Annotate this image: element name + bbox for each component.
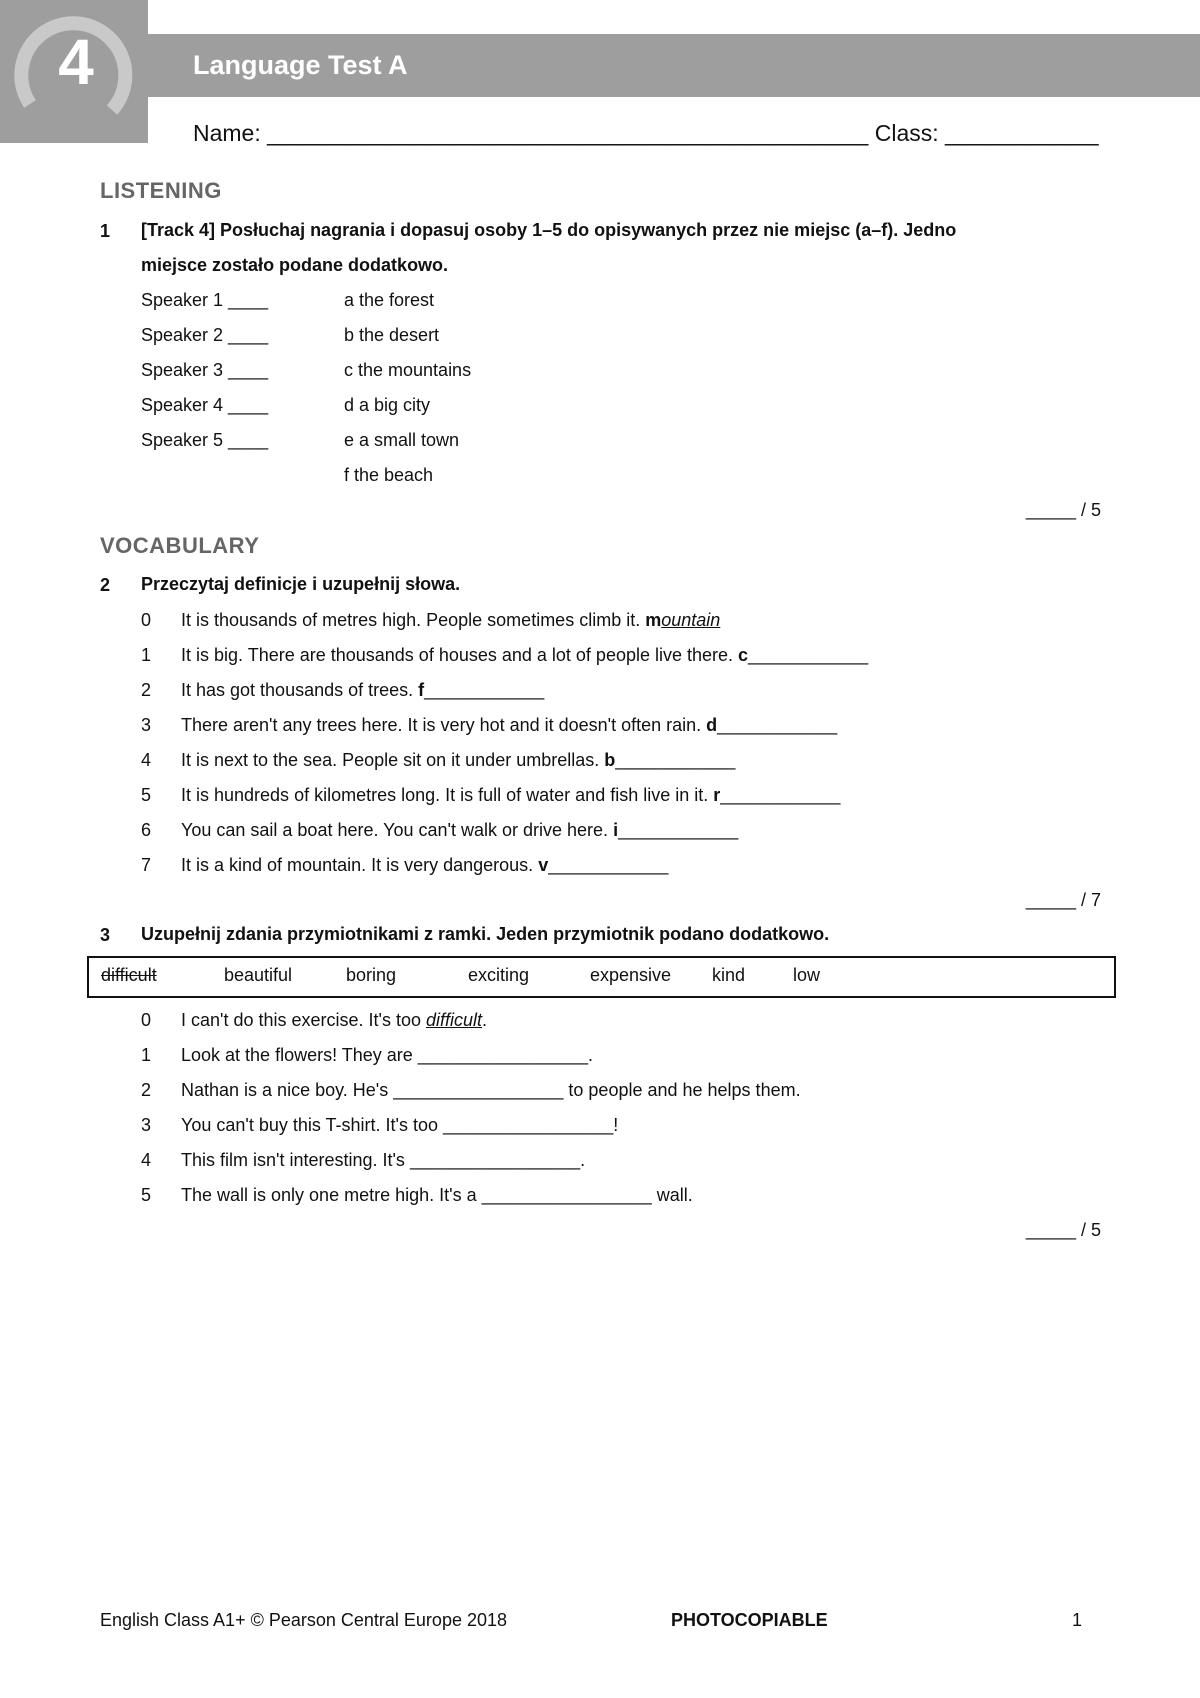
ex3-item-number: 1 xyxy=(141,1045,152,1065)
exercise-1-score: _____ / 5 xyxy=(1025,500,1101,520)
page-number: 1 xyxy=(1072,1610,1083,1630)
ex3-item-before: This film isn't interesting. It's xyxy=(181,1150,410,1170)
ex3-item-after: to people and he helps them. xyxy=(563,1080,801,1100)
ex2-answer-blank[interactable]: ____________ xyxy=(424,680,545,700)
word-exciting: exciting xyxy=(468,965,530,985)
ex2-item-text: It is next to the sea. People sit on it under umbrellas. xyxy=(181,750,605,770)
listening-heading: LISTENING xyxy=(100,178,222,203)
ex3-item xyxy=(181,1115,618,1136)
ex2-answer-blank[interactable]: ____________ xyxy=(618,820,739,840)
word-low: low xyxy=(793,965,821,985)
ex3-item-number: 3 xyxy=(141,1115,152,1135)
ex2-item xyxy=(181,645,868,666)
place-e: e a small town xyxy=(344,430,460,450)
ex2-item-text: It is hundreds of kilometres long. It is full of water and fish live in it. xyxy=(181,785,714,805)
ex2-item-number: 1 xyxy=(141,645,152,665)
ex2-item xyxy=(181,855,668,876)
ex3-answer-blank[interactable]: _________________ xyxy=(417,1045,588,1065)
place-c: c the mountains xyxy=(344,360,472,380)
exercise-2-number: 2 xyxy=(100,575,111,595)
ex2-item-number: 7 xyxy=(141,855,152,875)
place-d: d a big city xyxy=(344,395,431,415)
ex2-item xyxy=(181,750,735,771)
speaker-3: Speaker 3 ____ xyxy=(141,360,269,380)
place-a: a the forest xyxy=(344,290,435,310)
ex3-item xyxy=(181,1080,801,1101)
ex3-item-number: 0 xyxy=(141,1010,152,1030)
ex3-item-before: Nathan is a nice boy. He's xyxy=(181,1080,394,1100)
word-beautiful: beautiful xyxy=(224,965,293,985)
exercise-1-number: 1 xyxy=(100,221,111,241)
ex3-item-after: ! xyxy=(613,1115,619,1135)
speaker-1: Speaker 1 ____ xyxy=(141,290,269,310)
ex2-item-text: There aren't any trees here. It is very hot and it doesn't often rain. xyxy=(181,715,707,735)
exercise-3-number: 3 xyxy=(100,925,111,945)
ex3-answer-blank[interactable]: _________________ xyxy=(393,1080,564,1100)
ex2-item-text: It is big. There are thousands of houses and a lot of people live there. xyxy=(181,645,739,665)
place-f: f the beach xyxy=(344,465,434,485)
ex2-item-letter: c xyxy=(738,645,749,665)
ex3-item xyxy=(181,1150,585,1171)
ex2-item xyxy=(181,680,544,701)
ex3-item-number: 5 xyxy=(141,1185,152,1205)
ex2-item-letter: i xyxy=(613,820,619,840)
ex2-answer-blank[interactable]: ____________ xyxy=(717,715,838,735)
ex3-item xyxy=(181,1185,693,1206)
ex3-item-before: I can't do this exercise. It's too xyxy=(181,1010,426,1030)
ex3-item-before: Look at the flowers! They are xyxy=(181,1045,418,1065)
name-class-line: Name: _______________________________________________ Class: ____________ xyxy=(193,120,1099,146)
ex2-answer-blank[interactable]: ____________ xyxy=(615,750,736,770)
vocabulary-heading: VOCABULARY xyxy=(100,533,260,558)
unit-number: 4 xyxy=(58,26,94,98)
ex3-item-number: 2 xyxy=(141,1080,152,1100)
ex2-item-number: 6 xyxy=(141,820,152,840)
word-kind: kind xyxy=(712,965,746,985)
ex2-item-number: 2 xyxy=(141,680,152,700)
ex3-item-after: . xyxy=(482,1010,488,1030)
ex2-item-number: 4 xyxy=(141,750,152,770)
ex2-answer-blank[interactable]: ____________ xyxy=(720,785,841,805)
unit-badge xyxy=(0,0,148,143)
ex3-item-answer: difficult xyxy=(426,1010,483,1030)
footer-photocopiable: PHOTOCOPIABLE xyxy=(671,1610,828,1630)
speaker-4: Speaker 4 ____ xyxy=(141,395,269,415)
exercise-2-score: _____ / 7 xyxy=(1025,890,1101,910)
ex3-item-after: wall. xyxy=(651,1185,693,1205)
ex3-item-after: . xyxy=(587,1045,593,1065)
ex3-item-number: 4 xyxy=(141,1150,152,1170)
ex2-item-text: You can sail a boat here. You can't walk or drive here. xyxy=(181,820,614,840)
word-boring: boring xyxy=(346,965,397,985)
exercise-1-instruction-line1: [Track 4] Posłuchaj nagrania i dopasuj osoby 1–5 do opisywanych przez nie miejsc (a–f). Jedno xyxy=(141,220,957,240)
ex3-item-after: . xyxy=(580,1150,586,1170)
ex2-item-number: 5 xyxy=(141,785,152,805)
word-expensive: expensive xyxy=(590,965,672,985)
ex2-item-letter: f xyxy=(418,680,425,700)
ex3-item-before: The wall is only one metre high. It's a xyxy=(181,1185,482,1205)
ex2-item xyxy=(181,820,738,841)
ex2-item-letter: v xyxy=(538,855,549,875)
ex3-answer-blank[interactable]: _________________ xyxy=(481,1185,652,1205)
ex2-item-letter: r xyxy=(713,785,721,805)
exercise-3-instruction: Uzupełnij zdania przymiotnikami z ramki. Jeden przymiotnik podano dodatkowo. xyxy=(141,924,830,944)
place-b: b the desert xyxy=(344,325,440,345)
ex2-answer-blank[interactable]: ____________ xyxy=(548,855,669,875)
ex2-item-answer: ountain xyxy=(661,610,721,630)
ex2-answer-blank[interactable]: ____________ xyxy=(748,645,869,665)
footer-copyright: English Class A1+ © Pearson Central Europe 2018 xyxy=(100,1610,508,1630)
ex2-item-number: 0 xyxy=(141,610,152,630)
ex2-item-text: It has got thousands of trees. xyxy=(181,680,419,700)
ex2-item-text: It is thousands of metres high. People sometimes climb it. xyxy=(181,610,646,630)
ex3-answer-blank[interactable]: _________________ xyxy=(443,1115,614,1135)
ex3-item-before: You can't buy this T-shirt. It's too xyxy=(181,1115,444,1135)
ex2-item-letter: b xyxy=(604,750,616,770)
speaker-5: Speaker 5 ____ xyxy=(141,430,269,450)
exercise-1-instruction-line2: miejsce zostało podane dodatkowo. xyxy=(141,255,449,275)
ex2-item-text: It is a kind of mountain. It is very dangerous. xyxy=(181,855,539,875)
ex2-item xyxy=(181,785,840,806)
exercise-2-instruction: Przeczytaj definicje i uzupełnij słowa. xyxy=(141,574,461,594)
ex2-item xyxy=(181,610,720,631)
ex2-item-number: 3 xyxy=(141,715,152,735)
ex3-answer-blank[interactable]: _________________ xyxy=(409,1150,581,1170)
word-difficult: difficult xyxy=(101,965,157,985)
speaker-2: Speaker 2 ____ xyxy=(141,325,269,345)
ex2-item xyxy=(181,715,837,736)
ex3-item xyxy=(181,1010,487,1031)
page-title: Language Test A xyxy=(193,50,408,80)
ex3-item xyxy=(181,1045,593,1066)
ex2-item-letter: m xyxy=(645,610,662,630)
ex2-item-letter: d xyxy=(706,715,718,735)
exercise-3-score: _____ / 5 xyxy=(1025,1220,1101,1240)
word-box xyxy=(87,956,1116,998)
